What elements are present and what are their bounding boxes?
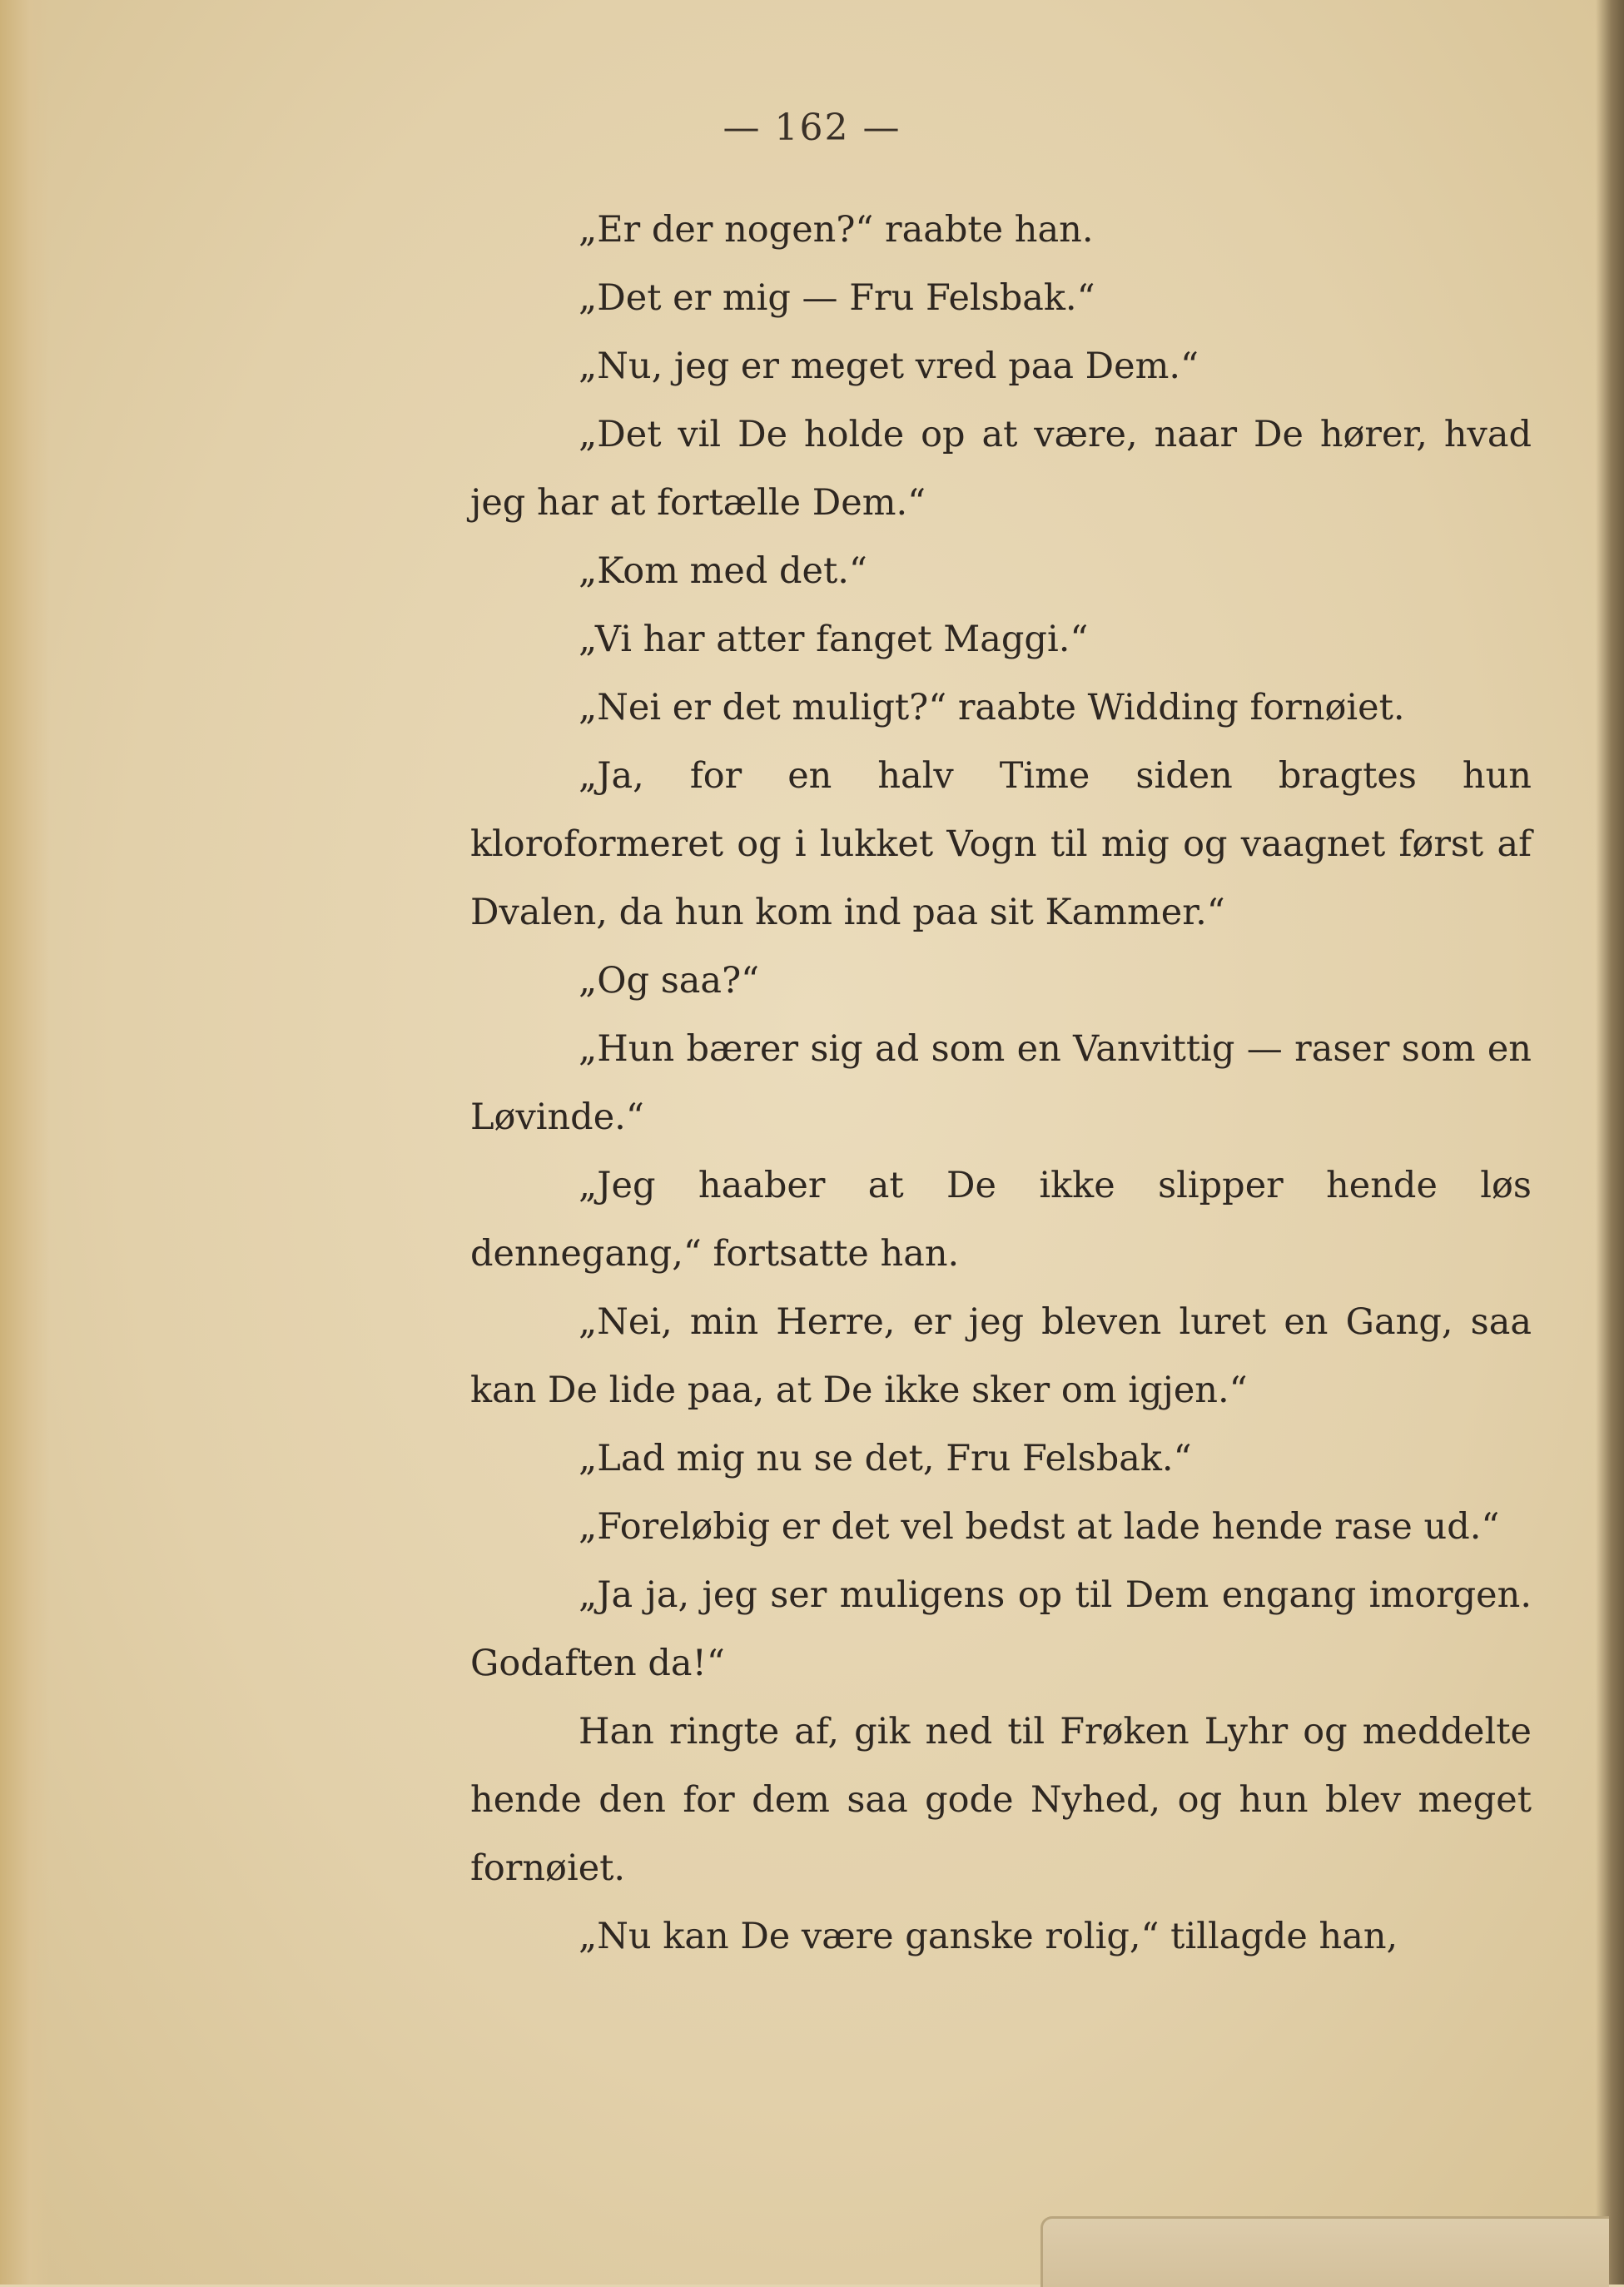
paragraph: „Nei, min Herre, er jeg bleven luret en Gang, saa kan De lide paa, at De ikke sker om igjen.“ — [470, 1301, 1532, 1411]
paragraph: „Ja ja, jeg ser muligens op til Dem engang imorgen. Godaften da!“ — [470, 1574, 1532, 1684]
paragraph: „Foreløbig er det vel bedst at lade hende rase ud.“ — [579, 1506, 1500, 1548]
paragraph: Han ringte af, gik ned til Frøken Lyhr og meddelte hende den for dem saa gode Nyhed, og hun blev meget fornøiet. — [470, 1711, 1532, 1889]
paragraph: „Lad mig nu se det, Fru Felsbak.“ — [579, 1438, 1192, 1479]
page-left-edge — [0, 0, 50, 2285]
page-fold — [1040, 2216, 1609, 2287]
paragraph: „Jeg haaber at De ikke slipper hende løs dennegang,“ fortsatte han. — [470, 1165, 1532, 1275]
body-text — [470, 196, 1532, 1971]
page-right-edge — [1596, 0, 1624, 2285]
page-number: — 162 — — [723, 107, 901, 149]
paragraph: „Det er mig — Fru Felsbak.“ — [579, 277, 1095, 319]
paragraph: „Ja, for en halv Time siden bragtes hun kloroformeret og i lukket Vogn til mig og vaagnet først af Dvalen, da hun kom ind paa sit Kammer.“ — [470, 755, 1532, 933]
paragraph: „Vi har atter fanget Maggi.“ — [579, 619, 1089, 660]
paragraph: „Det vil De holde op at være, naar De hører, hvad jeg har at fortælle Dem.“ — [470, 414, 1532, 524]
paragraph: „Hun bærer sig ad som en Vanvittig — raser som en Løvinde.“ — [470, 1028, 1532, 1138]
paragraph: „Nei er det muligt?“ raabte Widding fornøiet. — [579, 687, 1405, 728]
paragraph: „Og saa?“ — [579, 960, 760, 1002]
paragraph: „Er der nogen?“ raabte han. — [579, 209, 1094, 251]
paragraph: „Nu kan De være ganske rolig,“ tillagde han, — [579, 1916, 1398, 1957]
paragraph: „Kom med det.“ — [579, 550, 867, 592]
paragraph: „Nu, jeg er meget vred paa Dem.“ — [579, 346, 1199, 387]
